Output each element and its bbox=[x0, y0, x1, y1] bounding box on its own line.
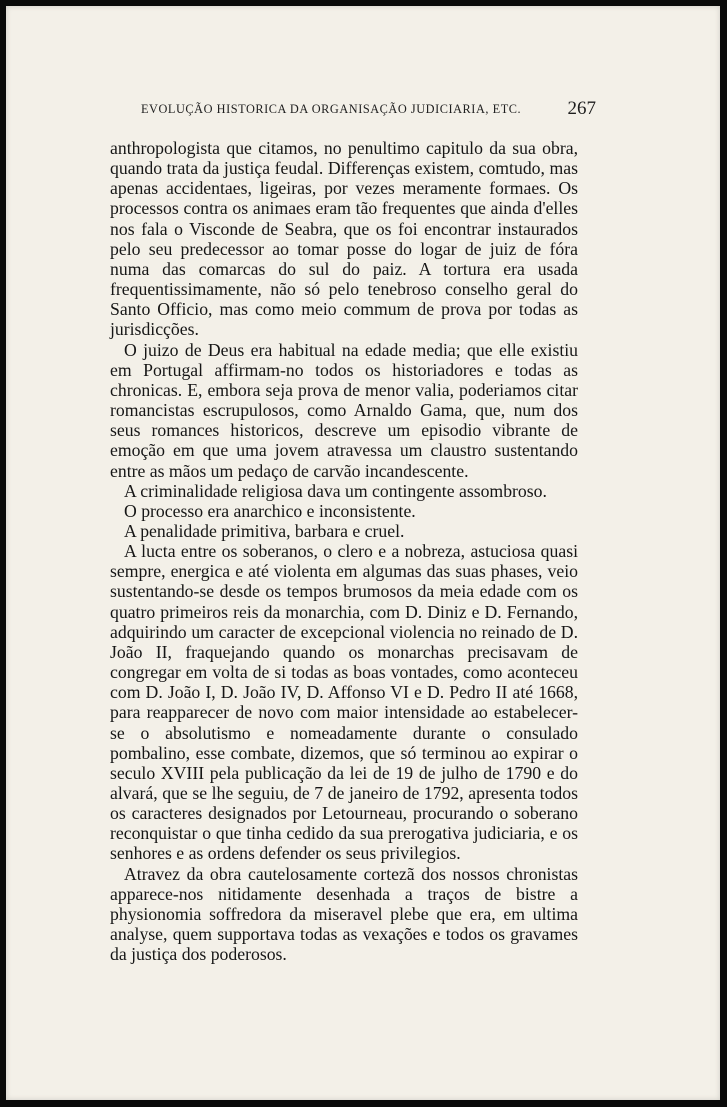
paragraph: O processo era anarchico e inconsistente. bbox=[124, 500, 416, 521]
page-number: 267 bbox=[567, 98, 596, 119]
paragraph: O juizo de Deus era habitual na edade media; que elle existiu em Portugal affirmam-no todos os historiadores e todas as chronicas. E, embora seja prova de menor valia, poderiamos citar romancistas escrupulosos, como Arnaldo Gama, que, num dos seus romances historicos, descreve um episodio vibrante de emoção em que uma jovem atravessa um claustro sustentando entre as mãos um pedaço de carvão incandescente. bbox=[110, 339, 578, 481]
paragraph: Atravez da obra cautelosamente cortezã dos nossos chronistas apparece-nos nitidamente desenhada a traços de bistre a physionomia soffredora da miseravel plebe que era, em ultima analyse, quem supportava todas as vexações e todos os gravames da justiça dos poderosos. bbox=[110, 863, 578, 965]
paragraph: A lucta entre os soberanos, o clero e a nobreza, astuciosa quasi sempre, energica e até violenta em algumas das suas phases, veio sustentando-se desde os tempos brumosos da meia edade com os quatro primeiros reis da monarchia, com D. Diniz e D. Fernando, adquirindo um caracter de excepcional violencia no reinado de D. João II, fraquejando quando os monarchas precisavam de congregar em volta de si todas as boas vontades, como aconteceu com D. João I, D. João IV, D. Affonso VI e D. Pedro II até 1668, para reapparecer de novo com maior intensidade ao estabelecer-se o absolutismo e nomeadamente durante o consulado pombalino, esse combate, dizemos, que só terminou ao expirar o seculo XVIII pela publicação da lei de 19 de julho de 1790 e do alvará, que se lhe seguiu, de 7 de janeiro de 1792, apresenta todos os caracteres designados por Letourneau, procurando o soberano reconquistar o que tinha cedido da sua prerogativa judiciaria, e os senhores e as ordens defender os seus privilegios. bbox=[110, 541, 578, 864]
paragraph: A penalidade primitiva, barbara e cruel. bbox=[124, 520, 405, 541]
body-text bbox=[110, 138, 578, 964]
running-title: EVOLUÇÃO HISTORICA DA ORGANISAÇÃO JUDICIARIA, ETC. bbox=[141, 102, 522, 116]
paragraph: anthropologista que citamos, no penultimo capitulo da sua obra, quando trata da justiça feudal. Differenças existem, comtudo, mas apenas accidentaes, ligeiras, por vezes meramente formaes. Os processos contra os animaes eram tão frequentes que ainda d'elles nos fala o Visconde de Seabra, que os foi encontrar instaurados pelo seu predecessor ao tomar posse do logar de juiz de fóra numa das comarcas do sul do paiz. A tortura era usada frequentissimamente, não só pelo tenebroso conselho geral do Santo Officio, mas como meio commum de prova por todas as jurisdicções. bbox=[110, 138, 578, 340]
page-header bbox=[141, 98, 596, 120]
paragraph: A criminalidade religiosa dava um contingente assombroso. bbox=[124, 480, 547, 501]
book-page bbox=[6, 6, 720, 1100]
